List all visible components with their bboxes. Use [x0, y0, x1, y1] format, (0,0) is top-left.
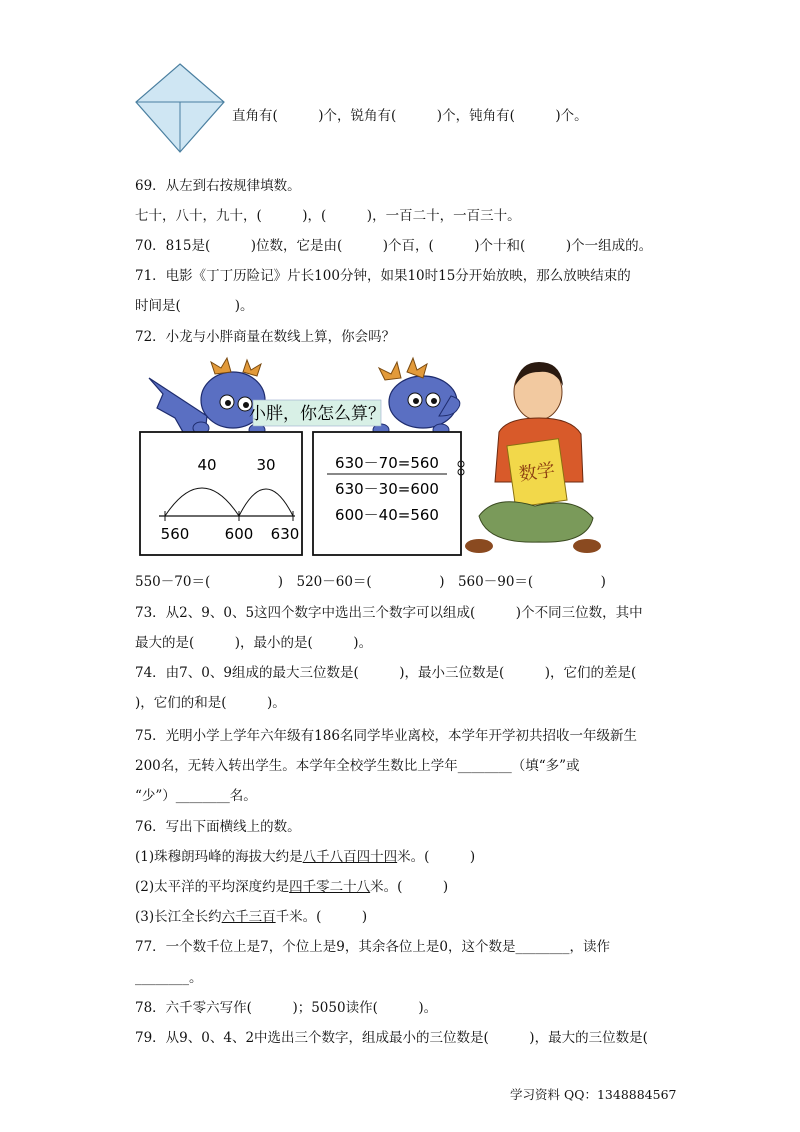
- q75-line3: “少”）________名。: [135, 788, 257, 804]
- q79: 79．从9、0、4、2中选出三个数字，组成最小的三位数是( )，最大的三位数是(: [135, 1030, 648, 1046]
- jump-label-30: 30: [256, 456, 276, 474]
- tick-label-630: 630: [270, 525, 300, 543]
- dragon-left-icon: [149, 358, 265, 436]
- q71-line2: 时间是( )。: [135, 298, 254, 314]
- q76-item-1: [135, 847, 475, 867]
- q76-item-2-underlined: 四千零二十八: [289, 879, 371, 895]
- q69-stem: 69．从左到右按规律填数。: [135, 178, 301, 194]
- q76-item-2-blank: 米。( ): [370, 879, 449, 895]
- q74-line2: )，它们的和是( )。: [135, 695, 286, 711]
- q76-item-2-text: (2)太平洋的平均深度约是: [135, 879, 290, 895]
- q73-line1: 73．从2、9、0、5这四个数字中选出三个数字可以组成( )个不同三位数，其中: [135, 605, 643, 621]
- q74-line1: 74．由7、0、9组成的最大三位数是( )，最小三位数是( )，它们的差是(: [135, 665, 637, 681]
- q78: 78．六千零六写作( )；5050读作( )。: [135, 1000, 438, 1016]
- q76-item-1-blank: 米。( ): [397, 849, 476, 865]
- q77-line2: ________。: [135, 970, 203, 986]
- q72-exercises: 550－70＝( ) 520－60＝( ) 560－90＝( ): [135, 574, 606, 590]
- q71-line1: 71．电影《丁丁历险记》片长100分钟，如果10时15分开始放映，那么放映结束的: [135, 268, 631, 284]
- q76-item-3-underlined: 六千三百: [221, 909, 276, 925]
- book-title: 数学: [517, 459, 557, 486]
- equation-3: 600－40=560: [335, 506, 439, 524]
- footer-contact: 学习资料 QQ：1348884567: [510, 1087, 677, 1102]
- q76-item-1-underlined: 八千八百四十四: [302, 849, 398, 865]
- equation-2: 630－30=600: [335, 480, 439, 498]
- q69-sequence: 七十，八十，九十，( )，( )，一百二十，一百三十。: [135, 208, 521, 224]
- dragon-right-icon: [373, 358, 460, 436]
- kite-diagram: [134, 62, 226, 154]
- q76-item-3: [135, 907, 367, 927]
- q70: 70．815是( )位数，它是由( )个百，( )个十和( )个一组成的。: [135, 238, 653, 254]
- speech-text: 小胖，你怎么算？: [249, 404, 385, 424]
- q76-item-1-text: (1)珠穆朗玛峰的海拔大约是: [135, 849, 303, 865]
- q77-line1: 77．一个数千位上是7，个位上是9，其余各位上是0，这个数是________，读作: [135, 939, 610, 955]
- number-line-illustration: [135, 356, 605, 561]
- q73-line2: 最大的是( )，最小的是( )。: [135, 635, 373, 651]
- q75-line2: 200名，无转入转出学生。本学年全校学生数比上学年________（填“多”或: [135, 758, 580, 774]
- q76-item-3-blank: 千米。( ): [275, 909, 368, 925]
- boy-reading-icon: [465, 362, 601, 553]
- jump-label-40: 40: [197, 456, 217, 474]
- q76-item-3-text: (3)长江全长约: [135, 909, 222, 925]
- tick-label-600: 600: [224, 525, 254, 543]
- q76-item-2: [135, 877, 448, 897]
- tick-label-560: 560: [160, 525, 190, 543]
- q72-stem: 72．小龙与小胖商量在数线上算，你会吗？: [135, 329, 396, 345]
- q75-line1: 75．光明小学上学年六年级有186名同学毕业离校，本学年开学初共招收一年级新生: [135, 728, 637, 744]
- equation-1: 630－70=560: [335, 454, 439, 472]
- q76-stem: 76．写出下面横线上的数。: [135, 819, 301, 835]
- kite-question: 直角有( )个，锐角有( )个，钝角有( )个。: [232, 108, 588, 124]
